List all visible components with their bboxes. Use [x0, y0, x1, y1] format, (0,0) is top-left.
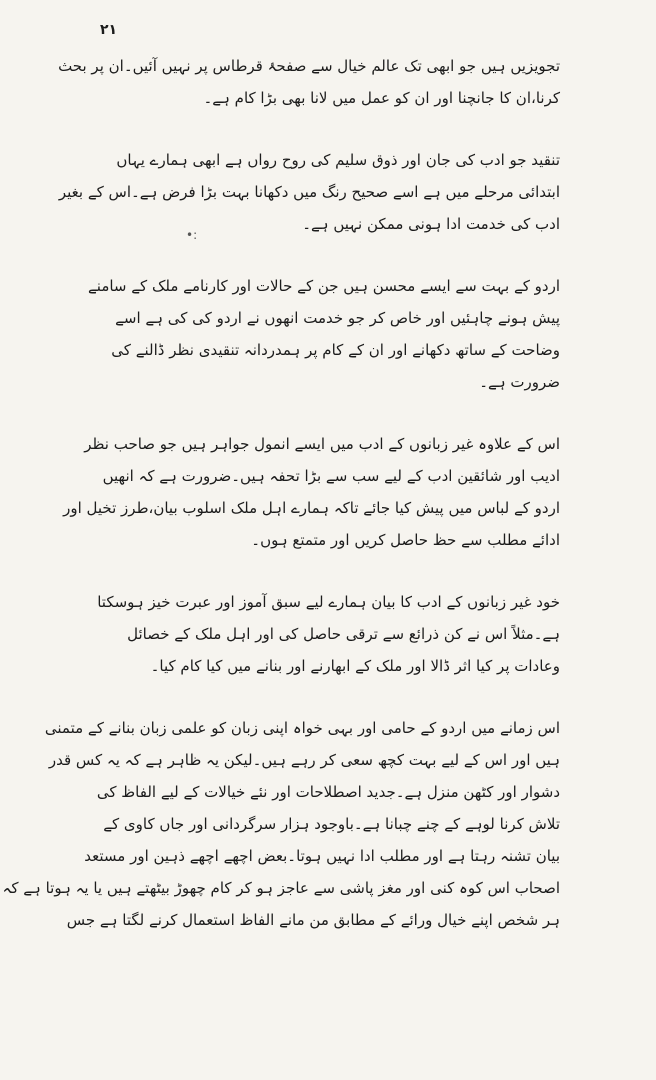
text-line: ہر شخص اپنے خیال ورائے کے مطابق من مانے الفاظ استعمال کرنے لگتا ہے جس: [66, 911, 560, 929]
text-line: ادب کی خدمت ادا ہونی ممکن نہیں ہے۔: [302, 215, 560, 233]
text-line: وعادات پر کیا اثر ڈالا اور ملک کے ابھارنے اور بنانے میں کیا کام کیا۔: [150, 657, 560, 675]
paragraph-1: [58, 50, 560, 114]
paragraph-2: [58, 144, 560, 240]
page-number: ۲۱: [100, 22, 118, 38]
text-line: ہے۔مثلاً اس نے کن ذرائع سے ترقی حاصل کی اور اہل ملک کے خصائل: [127, 625, 560, 643]
text-line: ہیں اور اس کے لیے بہت کچھ سعی کر رہے ہیں۔لیکن یہ ظاہر ہے کہ یہ کس قدر: [48, 751, 560, 769]
text-line: تجویزیں ہیں جو ابھی تک عالم خیال سے صفحۂ قرطاس پر نہیں آئیں۔ان پر بحث: [58, 57, 560, 75]
text-line: دشوار اور کٹھن منزل ہے۔جدید اصطلاحات اور نئے خیالات کے لیے الفاظ کی: [96, 783, 560, 801]
paragraph-6: [2, 712, 560, 936]
text-line: تنقید جو ادب کی جان اور ذوق سلیم کی روح رواں ہے ابھی ہمارے یہاں: [116, 151, 560, 169]
text-line: اصحاب اس کوہ کنی اور مغز پاشی سے عاجز ہو کر کام چھوڑ بیٹھتے ہیں یا یہ ہوتا ہے کہ: [2, 879, 560, 897]
text-line: کرنا،ان کا جانچنا اور ان کو عمل میں لانا بھی بڑا کام ہے۔: [203, 89, 560, 107]
text-line: ابتدائی مرحلے میں ہے اسے صحیح رنگ میں دکھانا بہت بڑا فرض ہے۔اس کے بغیر: [58, 183, 560, 201]
text-line: ضرورت ہے۔: [479, 373, 560, 391]
paragraph-5: [97, 586, 560, 682]
text-line: اس کے علاوہ غیر زبانوں کے ادب میں ایسے انمول جواہر ہیں جو صاحب نظر: [84, 435, 560, 453]
text-line: بیان تشنہ رہتا ہے اور مطلب ادا نہیں ہوتا۔بعض اچھے اچھے ذہین اور مستعد: [84, 847, 560, 865]
text-line: وضاحت کے ساتھ دکھانے اور ان کے کام پر ہمدردانہ تنقیدی نظر ڈالنے کی: [111, 341, 560, 359]
text-line: پیش ہونے چاہئیں اور خاص کر جو خدمت انھوں نے اردو کی کی ہے اسے: [115, 309, 560, 327]
text-line: خود غیر زبانوں کے ادب کا بیان ہمارے لیے سبق آموز اور عبرت خیز ہوسکتا: [97, 593, 560, 611]
text-line: ادائے مطلب سے حظ حاصل کریں اور متمتع ہوں۔: [251, 531, 560, 549]
paragraph-3: [88, 270, 560, 398]
text-line: اردو کے لباس میں پیش کیا جائے تاکہ ہمارے اہل ملک اسلوب بیان،طرز تخیل اور: [63, 499, 560, 517]
text-line: تلاش کرنا لوہے کے چنے چبانا ہے۔باوجود ہزار سرگردانی اور جاں کاوی کے: [103, 815, 560, 833]
text-line: ادیب اور شائقین ادب کے لیے سب سے بڑا تحفہ ہیں۔ضرورت ہے کہ انھیں: [102, 467, 560, 485]
page-body-text: [2, 50, 560, 966]
text-line: اس زمانے میں اردو کے حامی اور بہی خواہ اپنی زبان کو علمی زبان بنانے کے متمنی: [44, 719, 560, 737]
ink-speck: •:: [186, 228, 198, 242]
text-line: اردو کے بہت سے ایسے محسن ہیں جن کے حالات اور کارنامے ملک کے سامنے: [88, 277, 560, 295]
paragraph-4: [63, 428, 560, 556]
